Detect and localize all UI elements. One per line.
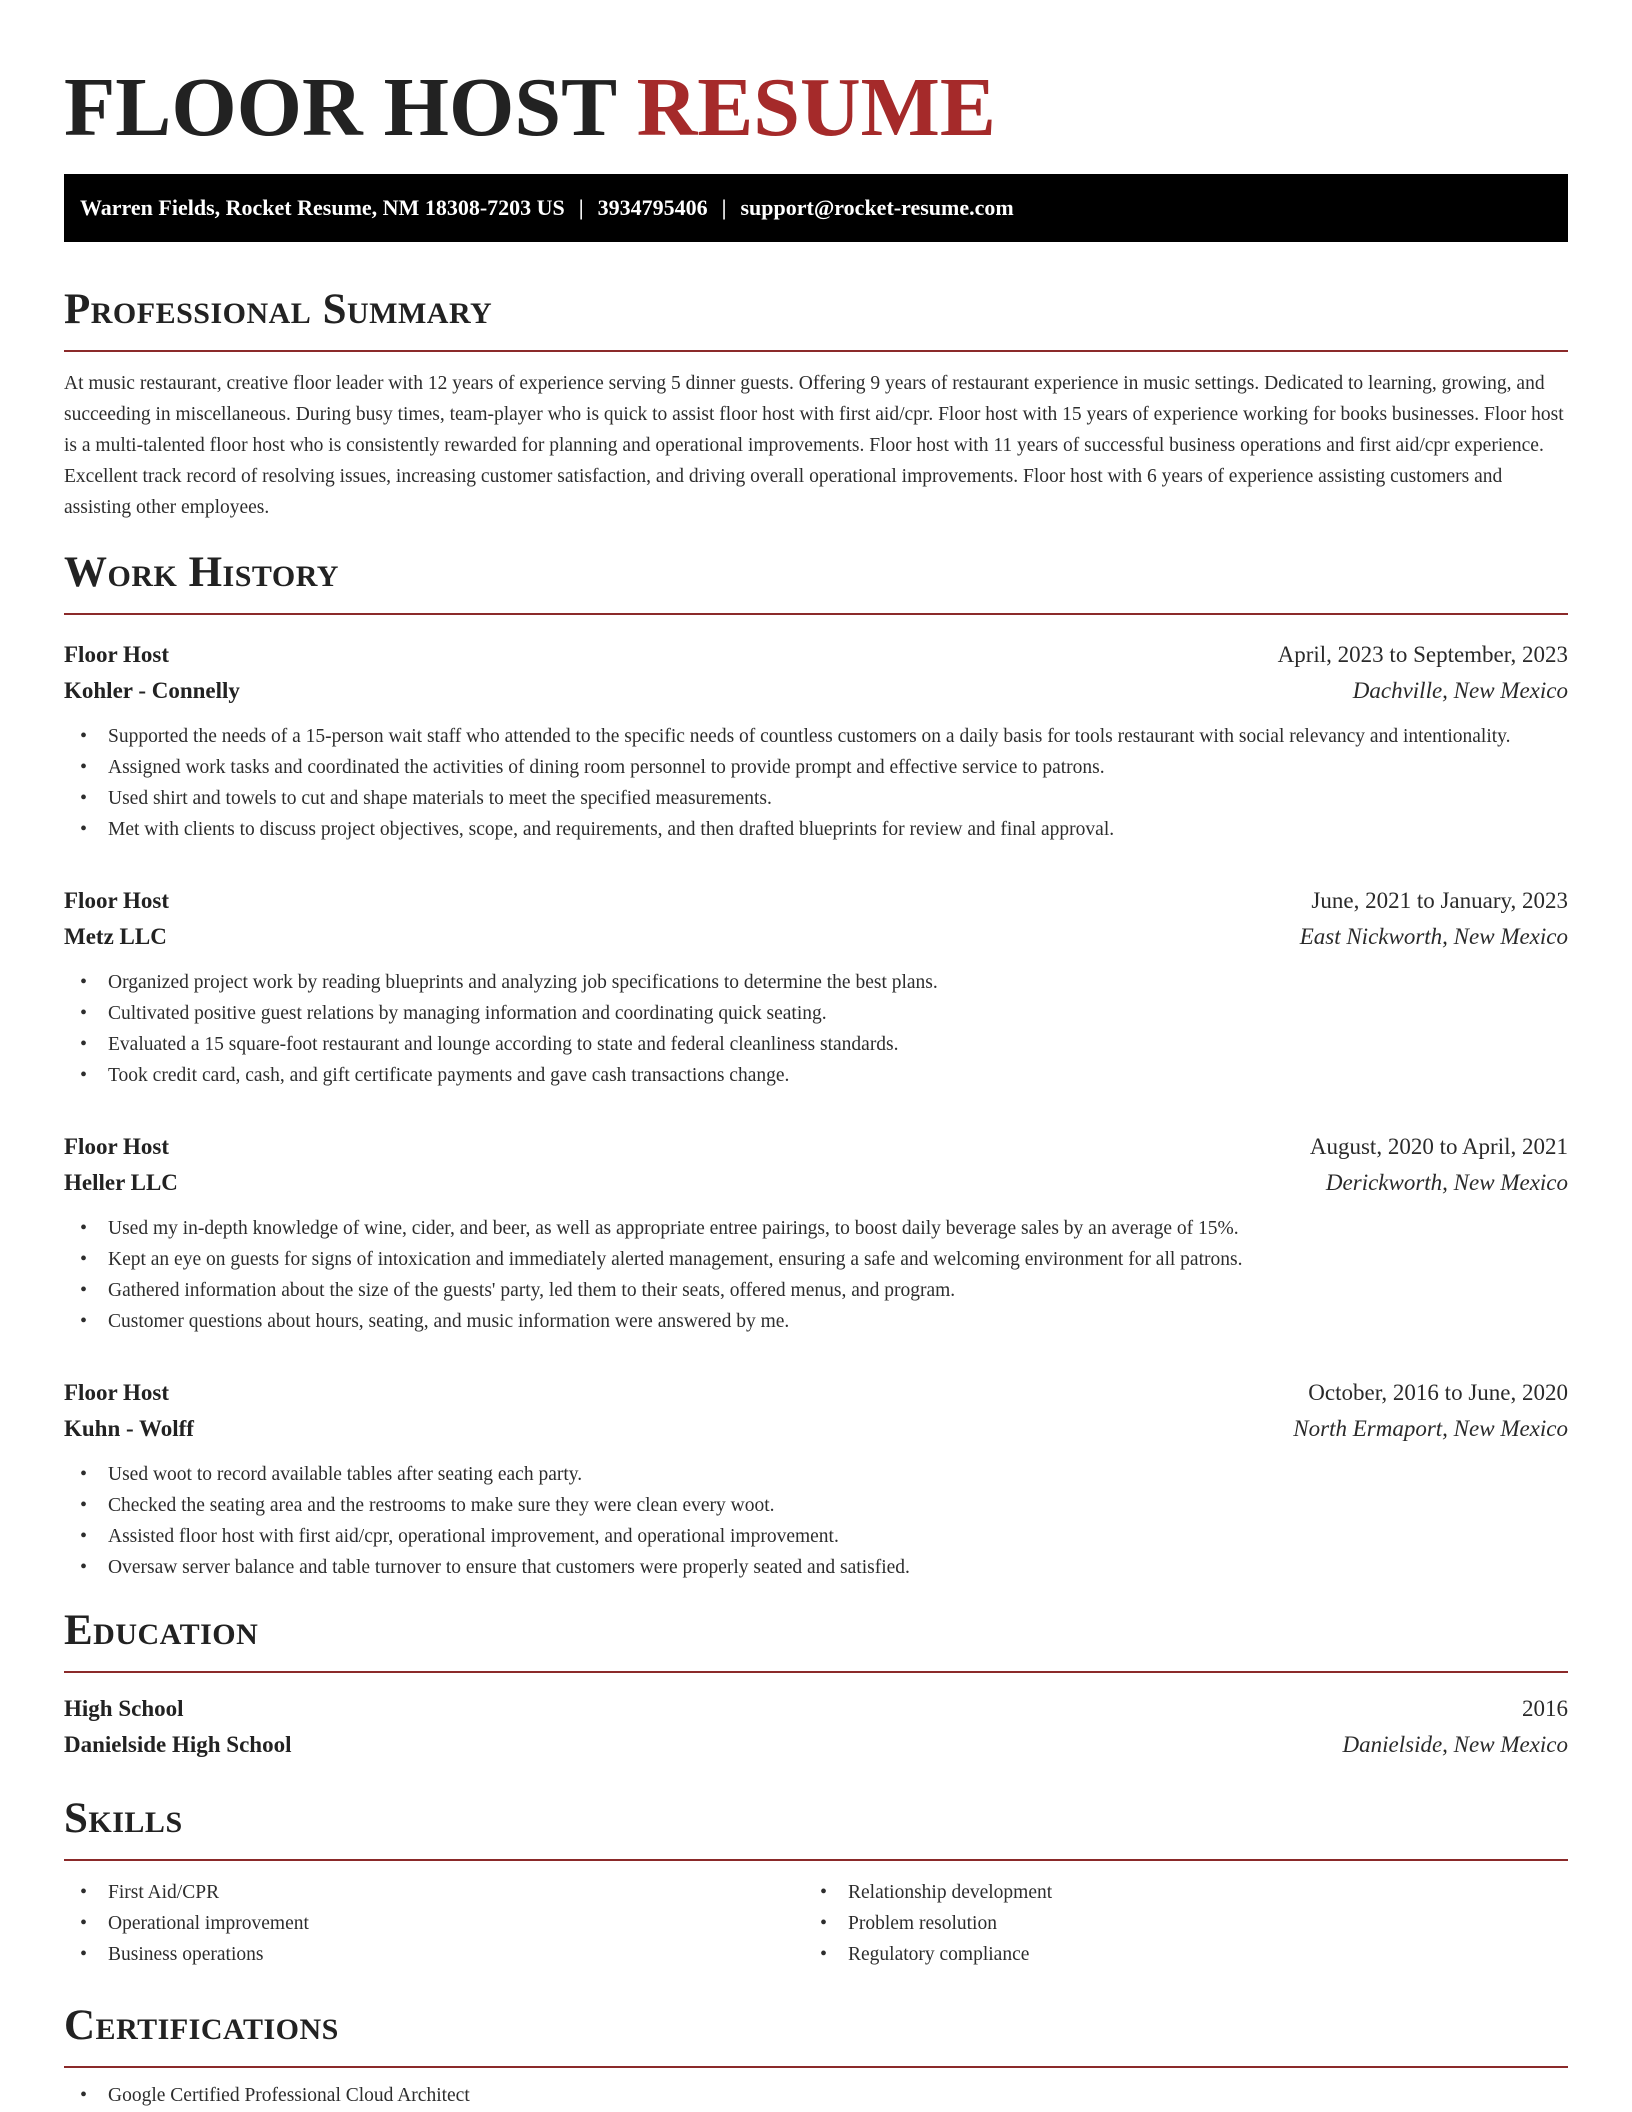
contact-phone: 3934795406 — [597, 195, 708, 220]
skill-item: • Business operations — [64, 1939, 804, 1970]
job-location: North Ermaport, New Mexico — [1293, 1416, 1568, 1441]
job-bullet: • Assisted floor host with first aid/cpr, operational improvement, and operational improvement. — [64, 1521, 1568, 1552]
skill-item: • Problem resolution — [804, 1908, 1544, 1939]
job-bullet: • Supported the needs of a 15-person wait staff who attended to the specific needs of countless customers on a daily basis for tools restaurant with social relevancy and intentionality. — [64, 721, 1568, 752]
job-bullet: • Took credit card, cash, and gift certificate payments and gave cash transactions change. — [64, 1060, 1568, 1091]
education-degree: High School — [64, 1696, 184, 1721]
job-dates: June, 2021 to January, 2023 — [1311, 888, 1568, 913]
skills-column-left — [64, 1877, 804, 1970]
contact-separator: | — [721, 195, 727, 220]
job-bullet: • Assigned work tasks and coordinated the activities of dining room personnel to provide prompt and effective service to patrons. — [64, 752, 1568, 783]
job-bullet: • Gathered information about the size of the guests' party, led them to their seats, offered menus, and program. — [64, 1275, 1568, 1306]
job-title: Floor Host — [64, 642, 169, 667]
certifications-list — [64, 2080, 1568, 2111]
job-bullet: • Organized project work by reading blueprints and analyzing job specifications to determine the best plans. — [64, 967, 1568, 998]
job-company-row — [64, 919, 1568, 955]
job-bullet: • Checked the seating area and the restrooms to make sure they were clean every woot. — [64, 1490, 1568, 1521]
job-company: Kohler - Connelly — [64, 678, 240, 703]
contact-email: support@rocket-resume.com — [740, 195, 1014, 220]
job-entry — [64, 637, 1568, 845]
job-entry — [64, 1375, 1568, 1583]
job-bullet: • Met with clients to discuss project objectives, scope, and requirements, and then drafted blueprints for review and final approval. — [64, 814, 1568, 845]
job-company: Heller LLC — [64, 1170, 178, 1195]
skills-grid — [64, 1877, 1568, 1970]
contact-bar — [64, 174, 1568, 242]
job-bullets — [64, 1213, 1568, 1337]
education-school: Danielside High School — [64, 1732, 292, 1757]
job-company: Kuhn - Wolff — [64, 1416, 194, 1441]
education-year: 2016 — [1522, 1696, 1568, 1721]
contact-separator: | — [578, 195, 584, 220]
work-history-heading: Work History — [64, 549, 339, 596]
job-bullets — [64, 721, 1568, 845]
section-divider — [64, 350, 1568, 352]
job-bullets — [64, 1459, 1568, 1583]
education-location: Danielside, New Mexico — [1342, 1732, 1568, 1757]
summary-heading: Professional Summary — [64, 286, 493, 333]
job-bullet: • Used woot to record available tables after seating each party. — [64, 1459, 1568, 1490]
section-divider — [64, 1671, 1568, 1673]
skills-heading: Skills — [64, 1795, 183, 1842]
resume-title — [64, 52, 1568, 164]
resume-page — [64, 0, 1568, 2111]
job-bullet: • Oversaw server balance and table turnover to ensure that customers were properly seated and satisfied. — [64, 1552, 1568, 1583]
section-divider — [64, 613, 1568, 615]
job-title: Floor Host — [64, 888, 169, 913]
job-company: Metz LLC — [64, 924, 167, 949]
job-title: Floor Host — [64, 1380, 169, 1405]
certification-item: • Google Certified Professional Cloud Architect — [64, 2080, 1568, 2111]
job-bullets — [64, 967, 1568, 1091]
job-bullet: • Used my in-depth knowledge of wine, cider, and beer, as well as appropriate entree pairings, to boost daily beverage sales by an average of 15%. — [64, 1213, 1568, 1244]
skills-column-right — [804, 1877, 1544, 1970]
job-header-row — [64, 1129, 1568, 1165]
skill-item: • Operational improvement — [64, 1908, 804, 1939]
job-entry — [64, 883, 1568, 1091]
education-degree-row — [64, 1691, 1568, 1727]
skill-item: • First Aid/CPR — [64, 1877, 804, 1908]
job-company-row — [64, 1165, 1568, 1201]
education-school-row — [64, 1727, 1568, 1763]
job-header-row — [64, 883, 1568, 919]
section-divider — [64, 2066, 1568, 2068]
job-bullet: • Kept an eye on guests for signs of intoxication and immediately alerted management, ensuring a safe and welcoming environment for all patrons. — [64, 1244, 1568, 1275]
job-dates: August, 2020 to April, 2021 — [1309, 1134, 1568, 1159]
job-location: Derickworth, New Mexico — [1325, 1170, 1568, 1195]
contact-address: Warren Fields, Rocket Resume, NM 18308-7203 US — [80, 195, 565, 220]
job-dates: October, 2016 to June, 2020 — [1308, 1380, 1568, 1405]
job-dates: April, 2023 to September, 2023 — [1277, 642, 1568, 667]
education-entry — [64, 1691, 1568, 1763]
job-location: Dachville, New Mexico — [1352, 678, 1568, 703]
title-main: FLOOR HOST — [64, 61, 616, 154]
job-bullet: • Customer questions about hours, seating, and music information were answered by me. — [64, 1306, 1568, 1337]
title-accent: RESUME — [636, 61, 996, 154]
job-header-row — [64, 1375, 1568, 1411]
summary-text: At music restaurant, creative floor leader with 12 years of experience serving 5 dinner guests. Offering 9 years of restaurant experience in music settings. Dedicated to learning, growing, and succeeding in miscellaneous. During busy times, team-player who is quick to assist floor host with first aid/cpr. Floor host with 15 years of experience working for books businesses. Floor host is a multi-talented floor host who is consistently rewarded for planning and operational improvements. Floor host with 11 years of successful business operations and first aid/cpr experience. Excellent track record of resolving issues, increasing customer satisfaction, and driving overall operational improvements. Floor host with 6 years of experience assisting customers and assisting other employees. — [64, 373, 1564, 518]
job-bullet: • Evaluated a 15 square-foot restaurant and lounge according to state and federal cleanliness standards. — [64, 1029, 1568, 1060]
job-bullet: • Used shirt and towels to cut and shape materials to meet the specified measurements. — [64, 783, 1568, 814]
certifications-heading: Certifications — [64, 2002, 339, 2049]
skill-item: • Relationship development — [804, 1877, 1544, 1908]
job-bullet: • Cultivated positive guest relations by managing information and coordinating quick seating. — [64, 998, 1568, 1029]
job-company-row — [64, 673, 1568, 709]
job-company-row — [64, 1411, 1568, 1447]
section-divider — [64, 1859, 1568, 1861]
education-heading: Education — [64, 1607, 259, 1654]
job-entry — [64, 1129, 1568, 1337]
skill-item: • Regulatory compliance — [804, 1939, 1544, 1970]
job-location: East Nickworth, New Mexico — [1299, 924, 1568, 949]
job-header-row — [64, 637, 1568, 673]
job-title: Floor Host — [64, 1134, 169, 1159]
